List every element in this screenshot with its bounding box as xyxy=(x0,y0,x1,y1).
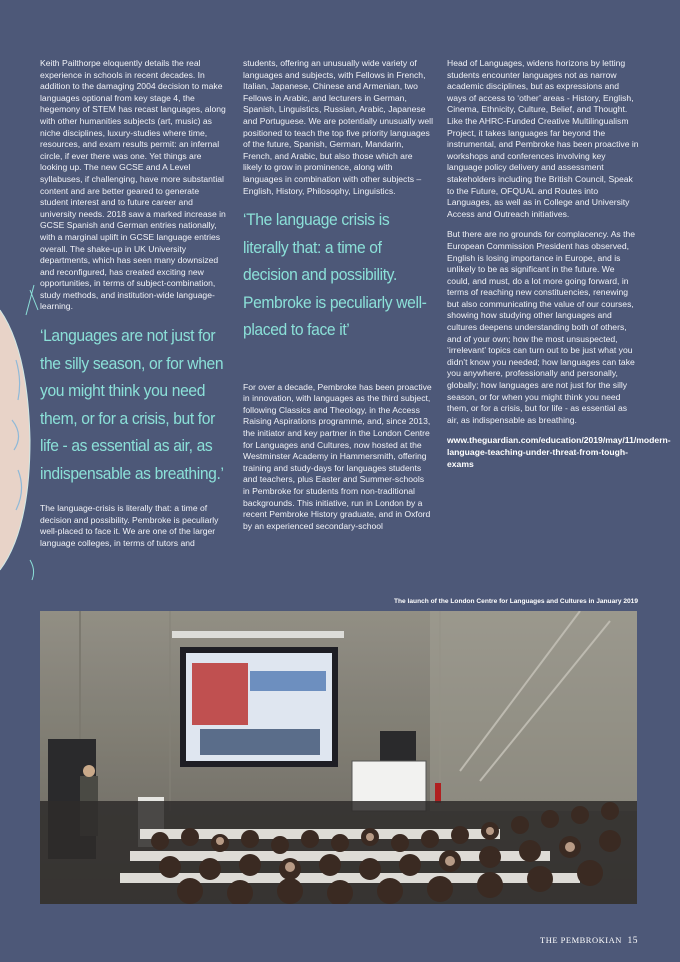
pull-quote: ‘Languages are not just for the silly season, or for when you might think you need them, or for a crisis, but for life - as essential as air, as indispensable as breathing.’ xyxy=(40,326,224,483)
body-paragraph: The language-crisis is literally that: a time of decision and possibility. Pembroke is peculiarly well-placed to face it. We are one of the larger language colleges, in terms of tutors and xyxy=(40,503,219,548)
publication-name: THE PEMBROKIAN xyxy=(540,935,622,945)
page-footer xyxy=(540,935,638,946)
body-paragraph: students, offering an unusually wide variety of languages and subjects, with Fellows in French, Italian, Japanese, Chinese and Armenian, two Fellows in Arabic, and lecturers in German, Spanish, Linguistics, Russian, Arabic, Japanese and Portuguese. We are potentially unusually well positioned to teach the top five priority languages of the future, Spanish, German, Mandarin, French, and Arabic, but also those which are likely to grow in prominence, along with languages in combination with other subjects – English, History, Philosophy, Linguistics. xyxy=(243,58,433,196)
pull-quote: ‘The language crisis is literally that: a time of decision and possibility. Pembroke is peculiarly well-placed to face it’ xyxy=(243,210,427,340)
body-paragraph: Head of Languages, widens horizons by letting students encounter languages not as narrow academic disciplines, but as expressions and ways of access to ‘other’ areas - History, English, Cinema, Ethnicity, Culture, Belief, and Thought. Like the AHRC-Funded Creative Multilingualism Project, it takes languages far beyond the instrumental, and Pembroke has been proactive in workshops and conferences involving key language policy delivery and assessment stakeholders including the British Council, Speak to the Future, OFQUAL and Routes into Languages, as well as in College and University Access and Outreach initiatives. xyxy=(447,58,639,219)
column-1 xyxy=(40,58,228,558)
body-paragraph: For over a decade, Pembroke has been proactive in innovation, with languages as the third subject, following Classics and Theology, in the Access Raising Aspirations programme, and, since 2013, the initiator and key partner in the London Centre for Languages and Cultures, now hosted at the Westminster Academy in Hammersmith, offering training and study-days for languages students and teachers, plus Easter and Summer-schools in Pembroke for students from non-traditional backgrounds. This initiative, run in London by a recent Pembroke History graduate, and in Oxford by an experienced secondary-school xyxy=(243,381,432,531)
photo-caption: The launch of the London Centre for Languages and Cultures in January 2019 xyxy=(393,598,638,605)
body-paragraph: Keith Pailthorpe eloquently details the real experience in schools in recent decades. In addition to the damaging 2004 decision to make languages optional from key stage 4, the hegemony of STEM has recast languages, along with other humanities subjects (art, music) as niche disciplines, luxury-studies where time, resources, and exam results permit: an infernal circle, if ever there was one. Yet things are looking up. The new GCSE and A Level syllabuses, if challenging, have more substantial content and are better geared to generate student interest and to future career and university needs. 2018 saw a marked increase in GCSE Spanish and German entries nationally, with a marginal uplift in GCSE language entries overall. The shake-up in UK University departments, which has seen many downsized and reconfigured, has created exciting new opportunities, in terms of subject-combination, study methods, and institution-wide language-learning. xyxy=(40,58,226,312)
source-link[interactable]: www.theguardian.com/education/2019/may/11/modern-language-teaching-under-threat-from-tough-exams xyxy=(447,435,671,469)
column-3 xyxy=(447,58,671,479)
lecture-hall-photo xyxy=(40,611,637,904)
column-2 xyxy=(243,58,433,541)
body-paragraph: But there are no grounds for complacency. As the European Commission President has observed, English is losing importance in Europe, and is unlikely to be as significant in the future. We could, and must, do a lot more going forward, in terms of reaching new constituencies, renewing but also communicating the value of our courses, showing how studying other languages and cultures deepens understanding both of others, and of your own; how the most unsuspected, ‘irrelevant’ topics can turn out to be just what you didn’t know you needed; how languages can take you anywhere, professionally and personally, globally; how languages are not just for the silly season, or for when you might think you need them, or for a crisis, but for life - as essential as air, as indispensable as breathing. xyxy=(447,229,636,425)
decorative-illustration xyxy=(0,270,40,610)
page-number: 15 xyxy=(627,936,638,946)
